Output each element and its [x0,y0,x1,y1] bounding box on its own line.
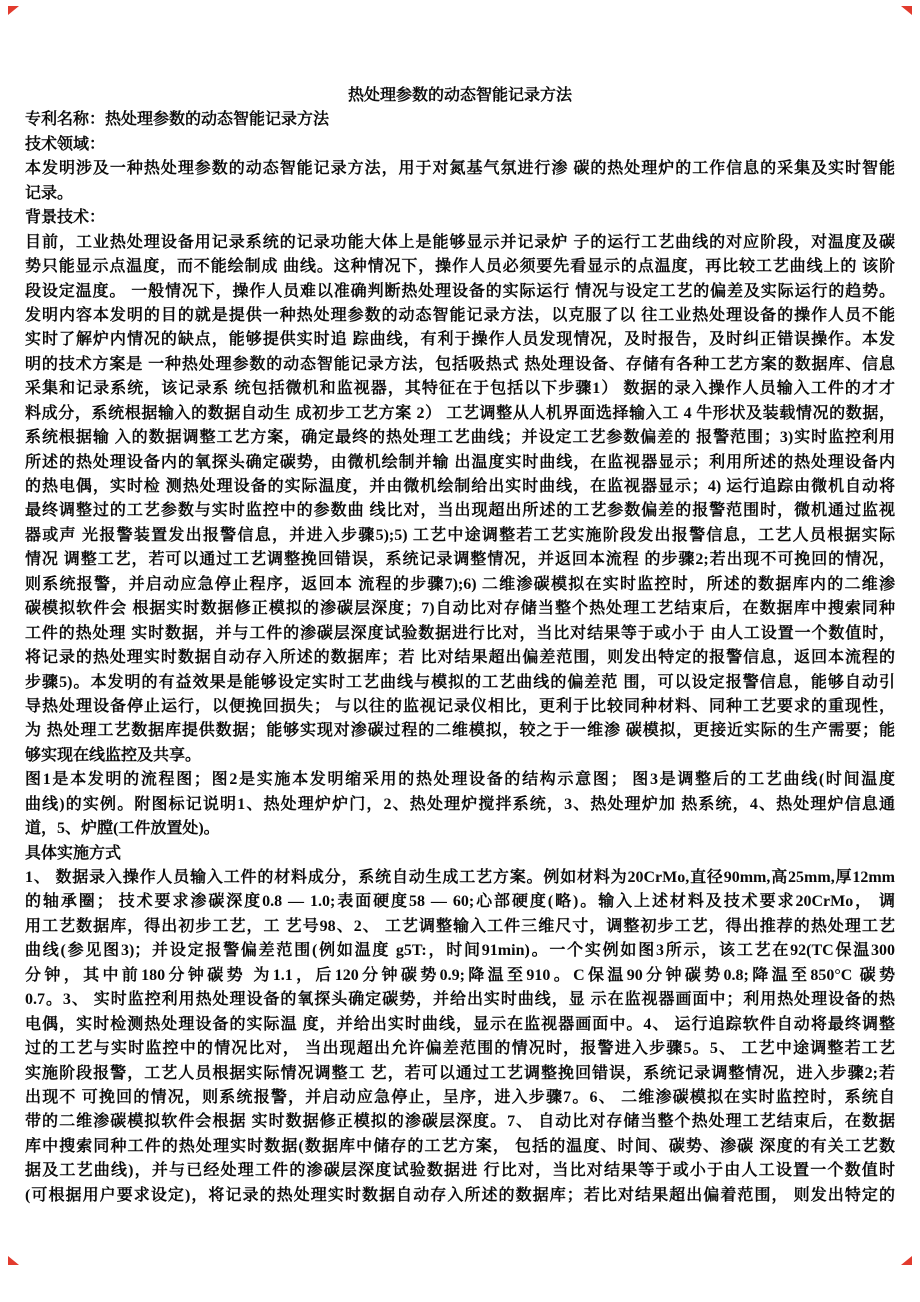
text-line: 实施阶段报警，工艺人员根据实际情况调整工 艺，若可以通过工艺调整挽回错误，系统记录调整情况，进入步骤2;若 [25,1064,895,1082]
text-line: 最终调整过的工艺参数与实时监控中的参数曲 线比对，当出现超出所述的工艺参数偏差的报警范围时，微机通过监视 [25,502,895,520]
text-line: 的热电偶，实时检 测热处理设备的实际温度，并由微机绘制给出实时曲线，在监视器显示；4) 运行追踪由微机自动将 [25,478,895,495]
text-line: 系统根据输 入的数据调整工艺方案，确定最终的热处理工艺曲线；并设定工艺参数偏差的 报警范围；3)实时监控利用 [25,429,895,447]
text-line: 据及工艺曲线)，并与已经处理工件的渗碳层深度试验数据进 行比对，当比对结果等于或小于由人工设置一个数值时 [25,1162,895,1180]
text-line: 库中搜索同种工件的热处理实时数据(数据库中储存的工艺方案， 包括的温度、时间、碳势、渗碳 深度的有关工艺数 [25,1137,895,1155]
corner-mark-bottom-left-icon [8,1256,19,1265]
text-line: 料成分，系统根据输入的数据自动生 成初步工艺方案 2） 工艺调整从人机界面选择输入工 4 牛形状及装载情况的数据， [25,404,895,422]
text-line: 曲线)的实例。附图标记说明1、热处理炉炉门，2、热处理炉搅拌系统，3、热处理炉加 热系统，4、热处理炉信息通 [25,795,895,813]
text-line: 0.7。3、 实时监控利用热处理设备的氧探头确定碳势，并给出实时曲线，显 示在监视器画面中；利用热处理设备的热 [25,991,895,1009]
text-line: 采集和记录系统，该记录系 统包括微机和监视器，其特征在于包括以下步骤1） 数据的录入操作人员输入工件的才才 [25,380,895,398]
text-line: 段设定温度。 一般情况下，操作人员难以准确判断热处理设备的实际运行 情况与设定工艺的偏差及实际运行的趋势。 [25,282,895,300]
text-line: 出现不 可挽回的情况，则系统报警，并启动应急停止，呈序，进入步骤7。6、 二维渗碳模拟在实时监控时，系统自 [25,1088,895,1106]
text-line: 道，5、炉膛(工件放置处)。 [25,820,220,838]
text-line: (可根据用户要求设定)，将记录的热处理实时数据自动存入所述的数据库；若比对结果超出偏着范围， 则发出特定的 [25,1186,895,1204]
text-line: 专利名称：热处理参数的动态智能记录方法 [25,111,330,129]
text-line: 导热处理设备停止运行，以便挽回损失； 与以往的监视记录仪相比，更利于比较同种材料、同种工艺要求的重现性， [25,697,895,715]
text-line: 碳模拟软件会 根据实时数据修正模拟的渗碳层深度；7)自动比对存储当整个热处理工艺结束后，在数据库中搜索同种 [25,600,895,618]
text-line: 过的工艺与实时监控中的情况比对， 当出现超出允许偏差范围的情况时，报警进入步骤5。5、 工艺中途调整若工艺 [25,1040,895,1058]
corner-mark-top-right-icon [901,6,912,15]
text-line: 明的技术方案是 一种热处理参数的动态智能记录方法，包括吸热式 热处理设备、存储有各种工艺方案的数据库、信息 [25,355,895,373]
document-body [25,84,895,1208]
text-line: 背景技术： [25,209,106,227]
text-line: 够实现在线监控及共享。 [25,746,202,764]
text-line: 工件的热处理 实时数据，并与工件的渗碳层深度试验数据进行比对，当比对结果等于或小于 由人工设置一个数值时， [25,624,895,642]
text-line: 为 热处理工艺数据库提供数据；能够实现对渗碳过程的二维模拟，较之于一维渗 碳模拟，更接近实际的生产需要；能 [25,722,895,740]
text-line: 本发明涉及一种热处理参数的动态智能记录方法，用于对氮基气氛进行渗 碳的热处理炉的工作信息的采集及实时智能 [25,160,895,178]
text-line: 将记录的热处理实时数据自动存入所述的数据库；若 比对结果超出偏差范围，则发出特定的报警信息，返回本流程的 [25,649,895,667]
text-line: 的轴承圈； 技术要求渗碳深度0.8 — 1.0;表面硬度58 — 60;心部硬度(略)。输入上述材料及技术要求20CrMo， 调 [25,893,895,911]
text-line: 技术领域： [25,135,106,153]
text-line: 图1是本发明的流程图；图2是实施本发明缩采用的热处理设备的结构示意图； 图3是调整后的工艺曲线(时间温度 [25,771,895,789]
text-line: 实时了解炉内情况的缺点，能够提供实时追 踪曲线，有利于操作人员发现情况，及时报告，及时纠正错误操作。本发 [25,331,895,349]
text-line: 记录。 [25,184,74,202]
text-line: 势只能显示点温度，而不能绘制成 曲线。这种情况下，操作人员必须要先看显示的点温度，再比较工艺曲线上的 该阶 [25,258,895,276]
text-line: 所述的热处理设备内的氧探头确定碳势，由微机绘制并输 出温度实时曲线，在监视器显示；利用所述的热处理设备内 [25,453,895,471]
text-line: 则系统报警，并启动应急停止程序，返回本 流程的步骤7);6) 二维渗碳模拟在实时监控时，所述的数据库内的二维渗 [25,575,895,593]
page-title: 热处理参数的动态智能记录方法 [347,87,572,104]
text-line: 发明内容本发明的目的就是提供一种热处理参数的动态智能记录方法，以克服了以 往工业热处理设备的操作人员不能 [25,306,895,324]
text-line: 曲线(参见图3)；并设定报警偏差范围(例如温度 g5T:，时间91min)。一个实例如图3所示，该工艺在92(TC保温300 [25,942,895,960]
text-line: 步骤5)。本发明的有益效果是能够设定实时工艺曲线与模拟的工艺曲线的偏差范 围，可以设定报警信息，能够自动引 [25,673,895,691]
text-line: 器或声 光报警装置发出报警信息，并进入步骤5);5) 工艺中途调整若工艺实施阶段发出报警信息，工艺人员根据实际 [25,526,895,544]
text-line: 1、 数据录入操作人员输入工件的材料成分，系统自动生成工艺方案。例如材料为20CrMo,直径90mm,高25mm,厚12mm [25,869,895,886]
corner-mark-bottom-right-icon [901,1256,912,1265]
text-line: 情况 调整工艺，若可以通过工艺调整挽回错误，系统记录调整情况，并返回本流程 的步骤2;若出现不可挽回的情况， [25,551,895,569]
text-line: 用工艺数据库，得出初步工艺，工 艺号98、2、 工艺调整输入工件三维尺寸，调整初步工艺，得出推荐的热处理工艺 [25,917,895,935]
text-line: 分钟，其中前180分钟碳势 为1.1，后120分钟碳势0.9;降温至910。C保温90分钟碳势0.8;降温至850°C 碳势 [25,966,895,984]
text-line: 具体实施方式 [25,844,122,862]
text-line: 目前，工业热处理设备用记录系统的记录功能大体上是能够显示并记录炉 子的运行工艺曲线的对应阶段，对温度及碳 [25,233,895,251]
text-line: 电偶，实时检测热处理设备的实际温 度，并给出实时曲线，显示在监视器画面中。4、 运行追踪软件自动将最终调整 [25,1015,895,1033]
corner-mark-top-left-icon [8,6,19,15]
text-line: 带的二维渗碳模拟软件会根据 实时数据修正模拟的渗碳层深度。7、 自动比对存储当整个热处理工艺结束后，在数据 [25,1113,895,1131]
